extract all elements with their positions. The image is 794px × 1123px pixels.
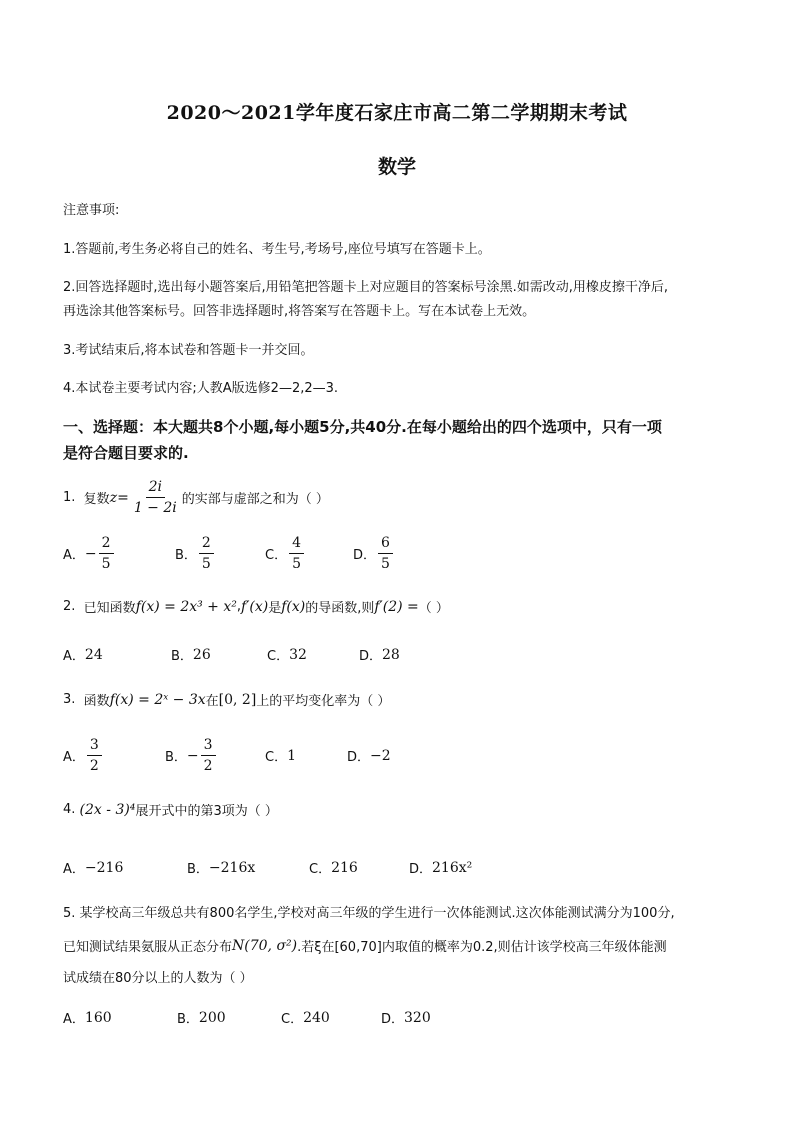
- fraction-numerator: 4: [289, 534, 304, 554]
- option-label: A．: [63, 750, 85, 765]
- math-expr: f(x) = 2x³ + x²: [135, 598, 237, 615]
- math-eq: =: [117, 489, 129, 506]
- option-c[interactable]: [309, 858, 409, 877]
- question-5-line3: 试成绩在80分以上的人数为（ ）: [63, 971, 253, 986]
- option-b[interactable]: [187, 858, 309, 877]
- option-d[interactable]: [381, 1008, 431, 1027]
- option-c[interactable]: [281, 1008, 381, 1027]
- fraction-numerator: 2: [99, 534, 114, 554]
- note-item-4: 4.本试卷主要考试内容;人教A版选修2—2,2—3.: [63, 381, 339, 396]
- option-d[interactable]: [347, 746, 391, 765]
- option-label: A．: [63, 548, 85, 563]
- question-text: 在: [205, 694, 219, 709]
- option-sign: −: [186, 747, 199, 764]
- math-expr: (2x - 3)⁴: [79, 801, 136, 818]
- math-var: z: [109, 489, 118, 506]
- option-sign: −: [84, 545, 97, 562]
- question-number: 4.: [63, 802, 76, 817]
- fraction-denominator: 2: [203, 758, 213, 774]
- option-b[interactable]: [171, 645, 267, 664]
- question-text: 是: [268, 601, 282, 616]
- question-text: 展开式中的第3项为（ ）: [135, 804, 278, 819]
- question-text: .若ξ在[60,70]内取值的概率为0.2,则估计该学校高三年级体能测: [297, 940, 667, 955]
- question-text: 复数: [83, 492, 110, 507]
- question-text: ,: [236, 599, 242, 614]
- option-value: 240: [303, 1009, 330, 1026]
- question-1: [63, 478, 329, 517]
- option-label: D．: [409, 862, 433, 877]
- fraction-denominator: 5: [101, 556, 111, 572]
- exam-subject: 数学: [377, 156, 416, 178]
- question-text: 已知测试结果氨服从正态分布: [63, 940, 233, 955]
- option-c[interactable]: [267, 645, 359, 664]
- option-value: −2: [370, 747, 391, 764]
- option-label: C．: [265, 750, 288, 765]
- option-d[interactable]: [359, 645, 400, 664]
- option-label: A．: [63, 862, 85, 877]
- question-text: 函数: [83, 694, 110, 709]
- question-text: 的导函数,则: [305, 601, 375, 616]
- question-text: （ ）: [418, 601, 449, 616]
- notes-heading: 注意事项:: [63, 203, 120, 218]
- option-label: D．: [353, 548, 377, 563]
- question-number: 1.: [63, 490, 76, 505]
- fraction-denominator: 5: [381, 556, 390, 572]
- math-expr: f′(x): [241, 598, 269, 615]
- option-value: 320: [404, 1009, 431, 1026]
- option-label: B．: [187, 862, 209, 877]
- option-value: 216x²: [432, 859, 473, 876]
- option-d[interactable]: [353, 534, 395, 573]
- note-item-2: 2.回答选择题时,选出每小题答案后,用铅笔把答题卡上对应题目的答案标号涂黑.如需改动,用橡皮擦干净后,: [63, 280, 669, 295]
- question-text: 的实部与虚部之和为（ ）: [181, 492, 329, 507]
- fraction: [131, 478, 180, 517]
- option-label: D．: [381, 1012, 405, 1027]
- option-label: C．: [281, 1012, 304, 1027]
- option-label: C．: [267, 649, 290, 664]
- fraction-denominator: 1 − 2i: [133, 500, 177, 516]
- option-value: 32: [289, 646, 307, 663]
- question-number: 3.: [63, 692, 76, 707]
- question-4: [63, 800, 278, 819]
- q3-options: [63, 736, 391, 775]
- option-value: −216x: [208, 859, 256, 876]
- option-d[interactable]: [409, 858, 472, 877]
- option-fraction: [378, 534, 393, 573]
- option-value: 216: [331, 859, 358, 876]
- fraction-numerator: 3: [87, 736, 102, 756]
- question-text: 上的平均变化率为（ ）: [256, 694, 391, 709]
- note-item-1: 1.答题前,考生务必将自己的姓名、考生号,考场号,座位号填写在答题卡上。: [63, 242, 491, 257]
- question-3: [63, 690, 390, 709]
- option-value: 24: [84, 646, 103, 663]
- option-b[interactable]: [175, 534, 265, 573]
- option-label: C．: [265, 548, 288, 563]
- question-number: 5.: [63, 906, 76, 921]
- section-heading-line1: 一、选择题：本大题共8个小题,每小题5分,共40分.在每小题给出的四个选项中，只有一项: [63, 418, 662, 436]
- option-fraction: [87, 736, 102, 775]
- option-label: A．: [63, 1012, 85, 1027]
- fraction-denominator: 2: [89, 758, 99, 774]
- option-label: A．: [63, 649, 85, 664]
- option-fraction: [201, 736, 216, 775]
- option-label: B．: [171, 649, 193, 664]
- exam-title: 2020～2021学年度石家庄市高二第二学期期末考试: [166, 102, 628, 124]
- fraction-denominator: 5: [292, 556, 301, 572]
- option-label: C．: [309, 862, 332, 877]
- q1-options: [63, 534, 395, 573]
- option-label: B．: [175, 548, 197, 563]
- option-value: 28: [382, 646, 400, 663]
- option-a[interactable]: [63, 736, 165, 775]
- note-item-3: 3.考试结束后,将本试卷和答题卡一并交回。: [63, 343, 314, 358]
- option-value: 1: [287, 747, 296, 764]
- option-c[interactable]: [265, 534, 353, 573]
- math-interval: [0, 2]: [218, 691, 257, 708]
- fraction-numerator: 2: [199, 534, 214, 554]
- fraction-numerator: 2i: [146, 478, 165, 498]
- q2-options: [63, 645, 400, 664]
- option-label: D．: [359, 649, 383, 664]
- question-2: [63, 597, 449, 616]
- option-b[interactable]: [177, 1008, 281, 1027]
- option-a[interactable]: [63, 858, 187, 877]
- option-label: B．: [177, 1012, 199, 1027]
- math-expr: f′(2) =: [374, 598, 419, 615]
- option-fraction: [199, 534, 214, 573]
- option-a[interactable]: [63, 534, 175, 573]
- question-number: 2.: [63, 599, 76, 614]
- question-5-line2: [63, 936, 667, 955]
- option-value: 160: [84, 1009, 112, 1026]
- fraction-denominator: 5: [201, 556, 211, 572]
- q5-options: [63, 1008, 431, 1027]
- question-5-line1: [63, 905, 675, 923]
- question-text: 已知函数: [83, 601, 136, 616]
- section-heading-line2: 是符合题目要求的.: [63, 444, 189, 462]
- option-a[interactable]: [63, 1008, 177, 1027]
- note-item-2-cont: 再选涂其他答案标号。回答非选择题时,将答案写在答题卡上。写在本试卷上无效。: [63, 304, 536, 319]
- q4-options: [63, 858, 472, 877]
- option-value: −216: [84, 859, 124, 876]
- option-value: 26: [192, 646, 211, 663]
- option-b[interactable]: [165, 736, 265, 775]
- option-a[interactable]: [63, 645, 171, 664]
- option-c[interactable]: [265, 746, 347, 765]
- math-expr: N(70, σ²): [232, 937, 298, 954]
- option-fraction: [99, 534, 114, 573]
- math-expr: f(x) = 2ˣ − 3x: [109, 691, 206, 708]
- fraction-numerator: 6: [378, 534, 393, 554]
- option-fraction: [289, 534, 304, 573]
- question-text: 某学校高三年级总共有800名学生,学校对高三年级的学生进行一次体能测试.这次体能测试满分为100分,: [79, 906, 675, 921]
- math-expr: f(x): [281, 598, 306, 615]
- fraction-numerator: 3: [201, 736, 216, 756]
- option-label: D．: [347, 750, 371, 765]
- option-label: B．: [165, 750, 187, 765]
- option-value: 200: [198, 1009, 226, 1026]
